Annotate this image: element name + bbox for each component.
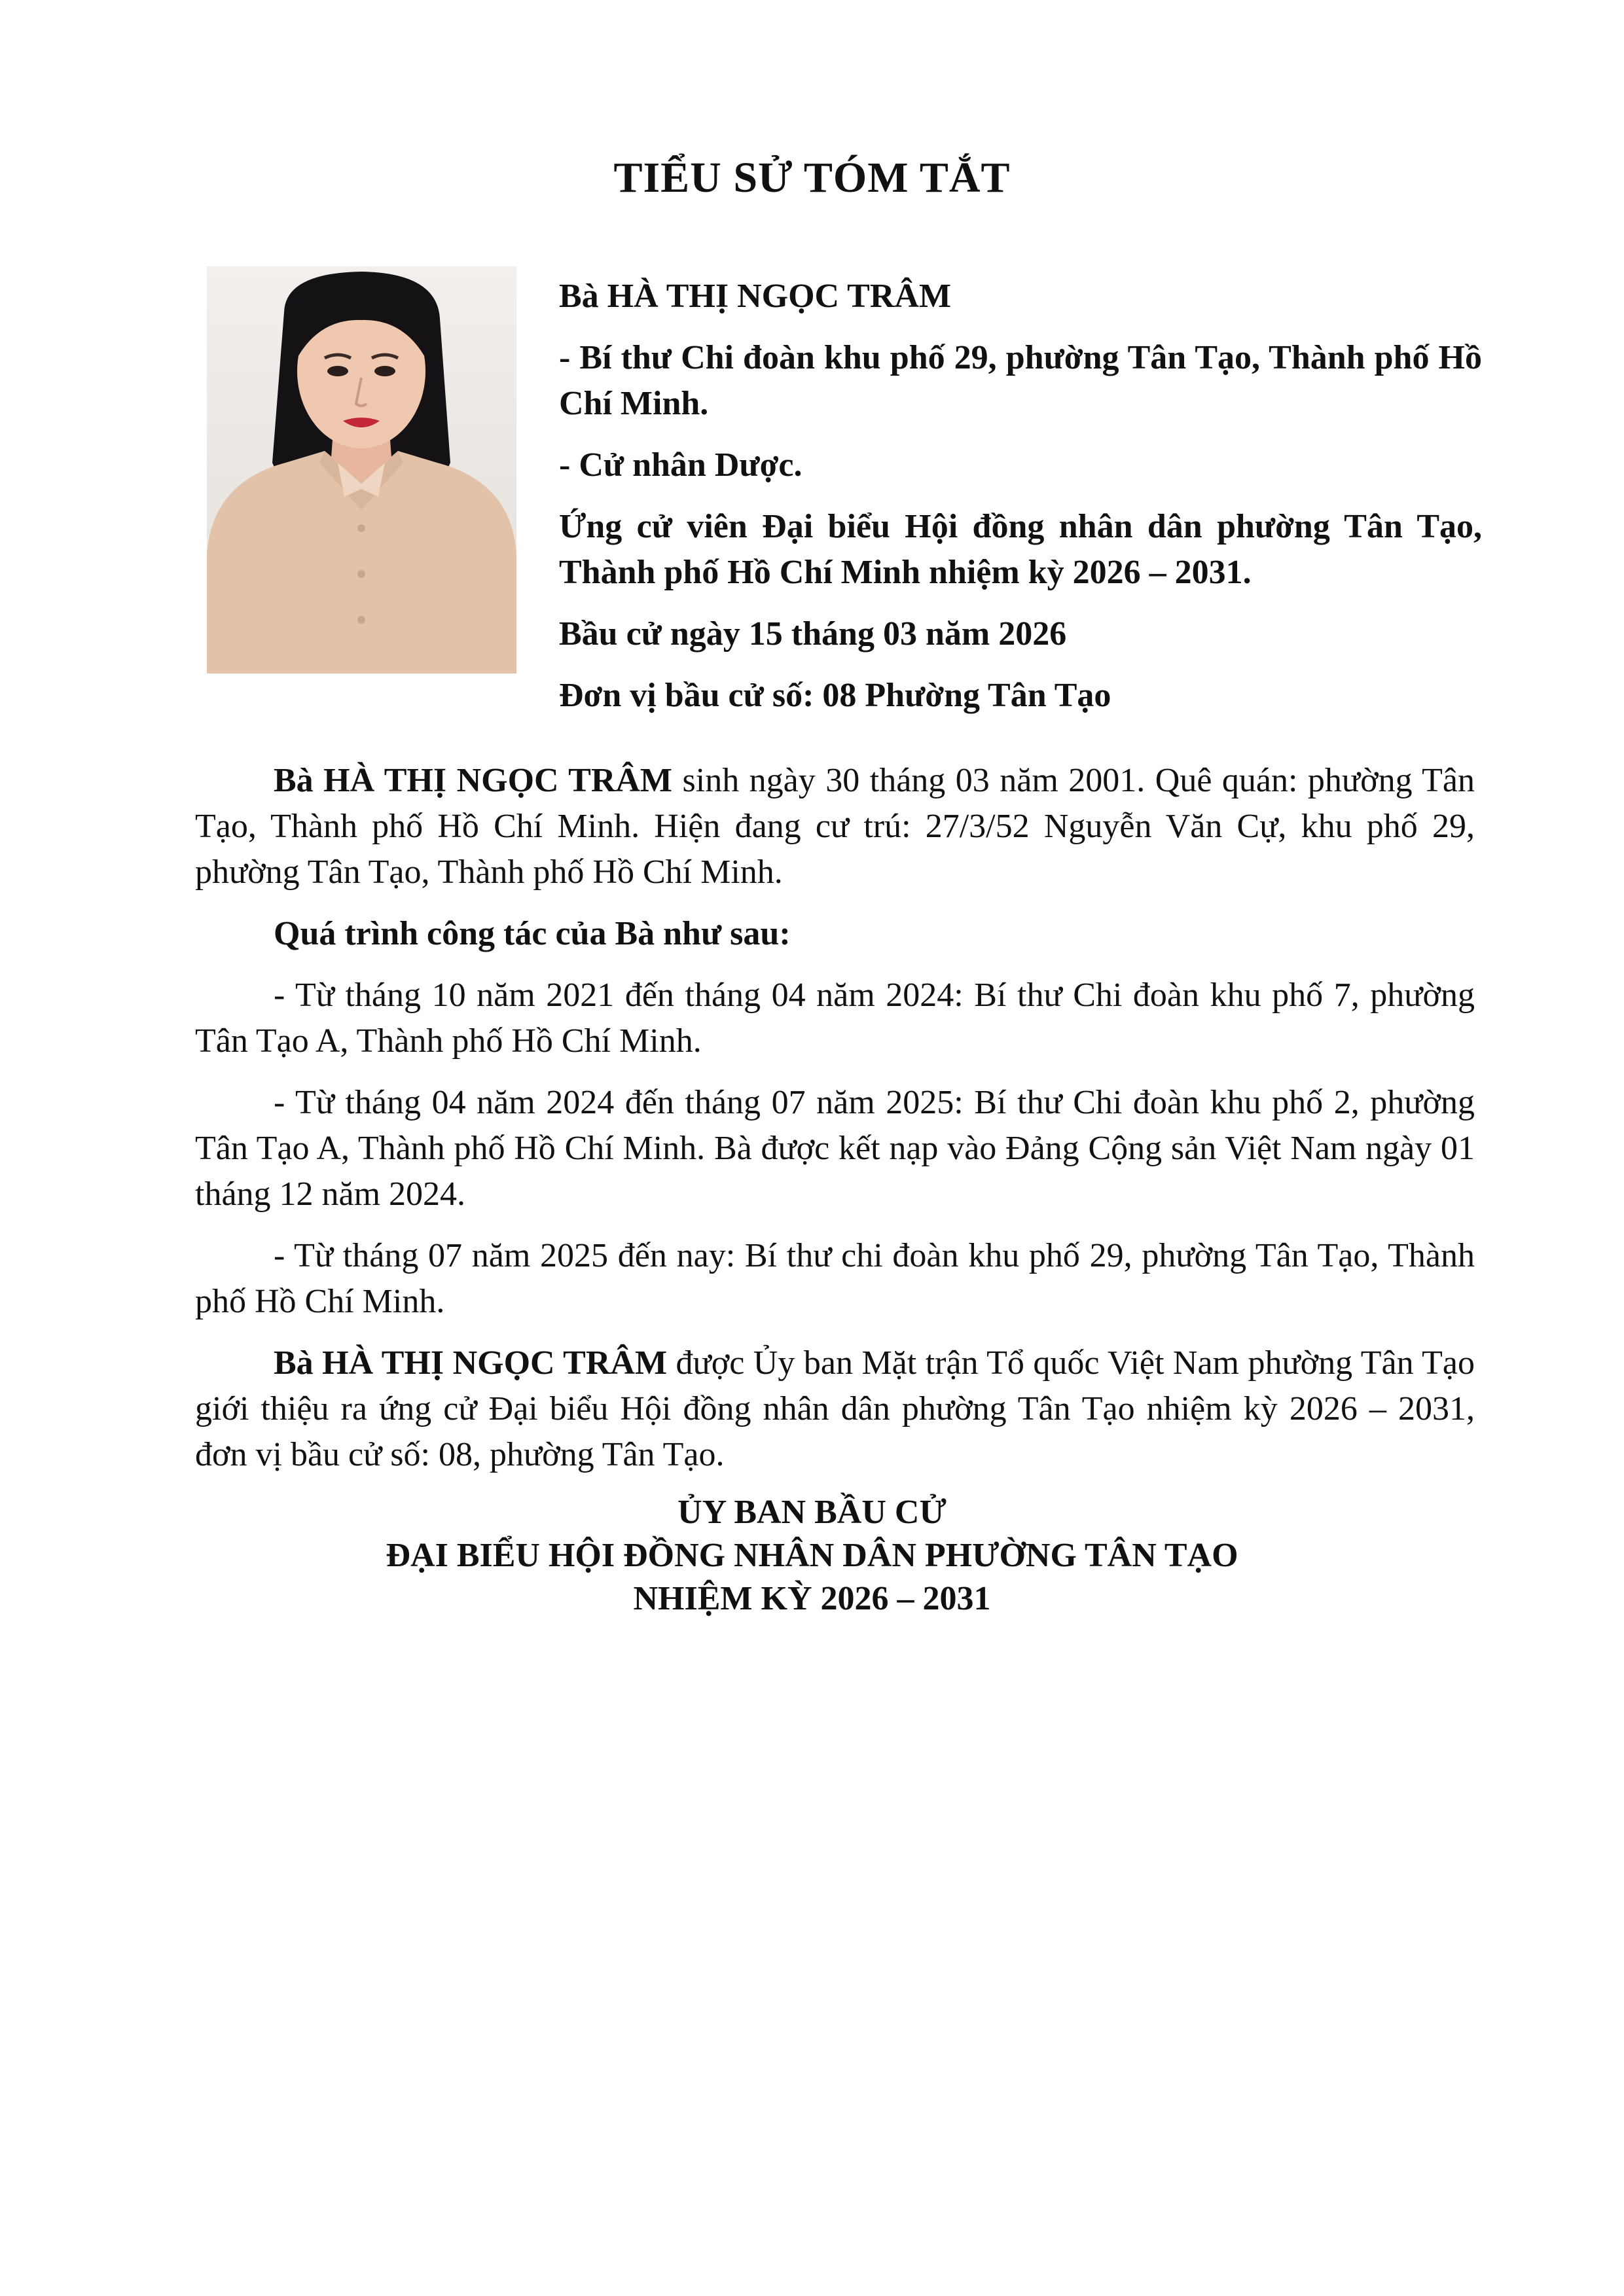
- bio-intro-paragraph: [195, 758, 1475, 895]
- portrait-illustration: [207, 266, 516, 673]
- work-history-item: - Từ tháng 07 năm 2025 đến nay: Bí thư chi đoàn khu phố 29, phường Tân Tạo, Thành phố Hồ Chí Minh.: [195, 1237, 1475, 1320]
- bio-intro-name: Bà HÀ THỊ NGỌC TRÂM: [274, 762, 673, 799]
- signature-line-term: NHIỆM KỲ 2026 – 2031: [633, 1580, 991, 1617]
- election-date: Bầu cử ngày 15 tháng 03 năm 2026: [559, 615, 1067, 653]
- candidate-nomination: Ứng cử viên Đại biểu Hội đồng nhân dân phường Tân Tạo, Thành phố Hồ Chí Minh nhiệm kỳ 2026 – 2031.: [559, 508, 1482, 591]
- bio-closing-text: được Ủy ban Mặt trận Tổ quốc Việt Nam phường Tân Tạo giới thiệu ra ứng cử Đại biểu Hội đồng nhân dân phường Tân Tạo nhiệm kỳ 2026 – 2031, đơn vị bầu cử số: 08, phường Tân Tạo.: [195, 1344, 1475, 1473]
- work-history-item: - Từ tháng 04 năm 2024 đến tháng 07 năm 2025: Bí thư Chi đoàn khu phố 2, phường Tân Tạo A, Thành phố Hồ Chí Minh. Bà được kết nạp vào Đảng Cộng sản Việt Nam ngày 01 tháng 12 năm 2024.: [195, 1084, 1475, 1213]
- election-unit: Đơn vị bầu cử số: 08 Phường Tân Tạo: [559, 677, 1111, 714]
- candidate-name: Bà HÀ THỊ NGỌC TRÂM: [559, 278, 952, 315]
- biography-body: [195, 758, 1475, 1494]
- portrait-photo: [207, 266, 516, 673]
- candidate-position: - Bí thư Chi đoàn khu phố 29, phường Tân Tạo, Thành phố Hồ Chí Minh.: [559, 339, 1482, 422]
- signature-line-council: ĐẠI BIỂU HỘI ĐỒNG NHÂN DÂN PHƯỜNG TÂN TẠO: [386, 1537, 1238, 1574]
- work-history-item: - Từ tháng 10 năm 2021 đến tháng 04 năm 2024: Bí thư Chi đoàn khu phố 7, phường Tân Tạo A, Thành phố Hồ Chí Minh.: [195, 977, 1475, 1060]
- bio-closing-paragraph: [195, 1340, 1475, 1478]
- bio-intro-text: sinh ngày 30 tháng 03 năm 2001. Quê quán: phường Tân Tạo, Thành phố Hồ Chí Minh. Hiện đang cư trú: 27/3/52 Nguyễn Văn Cự, khu phố 29, phường Tân Tạo, Thành phố Hồ Chí Minh.: [195, 762, 1475, 891]
- signature-line-committee: ỦY BAN BẦU CỬ: [677, 1494, 947, 1531]
- signature-block: [0, 1491, 1624, 1621]
- bio-closing-name: Bà HÀ THỊ NGỌC TRÂM: [274, 1344, 668, 1382]
- candidate-header: [559, 274, 1482, 734]
- work-history-heading: Quá trình công tác của Bà như sau:: [274, 915, 791, 952]
- document-title: TIỂU SỬ TÓM TẮT: [613, 154, 1011, 202]
- candidate-degree: - Cử nhân Dược.: [559, 446, 803, 484]
